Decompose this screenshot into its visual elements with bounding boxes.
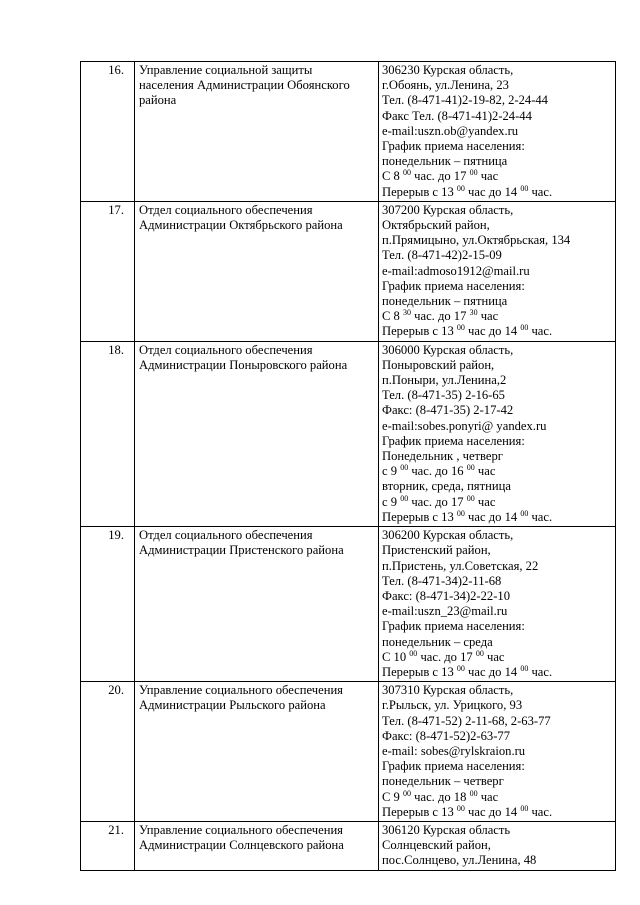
contact-line: пос.Солнцево, ул.Ленина, 48 [382,853,537,868]
office-name-line: населения Администрации Обоянского [139,78,350,93]
contact-line: e-mail: sobes@rylskraion.ru [382,743,526,758]
schedule-line: Перерыв с 13 $^{00}$ час до 14 $^{00}$ час. [382,803,553,819]
office-name-line: Управление социального обеспечения [139,822,343,837]
contact-line: понедельник – четверг [382,774,504,789]
office-name-line: Администрации Пристенского района [139,543,344,558]
contact-line: Тел. (8-471-42)2-15-09 [382,248,502,263]
contact-line: Тел. (8-471-52) 2-11-68, 2-63-77 [382,713,551,728]
office-name-line: Отдел социального обеспечения [139,528,313,543]
office-contacts [379,62,616,202]
contact-line: Факс: (8-471-34)2-22-10 [382,588,511,603]
contact-line: График приема населения: [382,433,525,448]
table-row [81,201,616,341]
office-contacts [379,341,616,526]
offices-table [80,61,616,871]
row-number: 19. [81,527,135,682]
table-row [81,527,616,682]
contact-line: понедельник – пятница [382,294,508,309]
schedule-line: С 10 $^{00}$ час. до 17 $^{00}$ час [382,648,505,664]
table-row [81,341,616,526]
contact-line: График приема населения: [382,759,525,774]
contact-line: Солнцевский район, [382,838,491,853]
contact-line: Факс Тел. (8-471-41)2-24-44 [382,108,532,123]
contact-line: 307200 Курская область, [382,202,514,217]
contact-line: e-mail:admoso1912@mail.ru [382,263,530,278]
office-name-line: района [139,93,177,108]
office-name [135,682,379,822]
schedule-line: С 8 $^{00}$ час. до 17 $^{00}$ час [382,168,499,184]
contact-line: e-mail:uszn.ob@yandex.ru [382,123,519,138]
office-name-line: Администрации Солнцевского района [139,838,344,853]
office-name [135,62,379,202]
contact-line: e-mail:sobes.ponyri@ yandex.ru [382,418,547,433]
office-name [135,341,379,526]
contact-line: 306200 Курская область, [382,528,514,543]
contact-line: Тел. (8-471-35) 2-16-65 [382,388,505,403]
office-name-line: Администрации Октябрьского района [139,218,343,233]
row-number: 20. [81,682,135,822]
office-contacts [379,527,616,682]
contact-line: г.Рыльск, ул. Урицкого, 93 [382,698,523,713]
table-row [81,821,616,870]
schedule-line: с 9 $^{00}$ час. до 17 $^{00}$ час [382,493,496,509]
contact-line: п.Прямицыно, ул.Октябрьская, 134 [382,233,571,248]
office-name-line: Администрации Поныровского района [139,357,348,372]
contact-line: Пристенский район, [382,543,491,558]
row-number: 16. [81,62,135,202]
contact-line: г.Обоянь, ул.Ленина, 23 [382,78,509,93]
contact-line: 306000 Курская область, [382,342,514,357]
schedule-line: вторник, среда, пятница [382,479,511,494]
office-name-line: Администрации Рыльского района [139,698,326,713]
contact-line: e-mail:uszn_23@mail.ru [382,604,508,619]
contact-line: График приема населения: [382,139,525,154]
office-name-line: Отдел социального обеспечения [139,202,313,217]
schedule-line: С 8 $^{30}$ час. до 17 $^{30}$ час [382,308,499,324]
schedule-line: Перерыв с 13 $^{00}$ час до 14 $^{00}$ час. [382,663,553,679]
contact-line: График приема населения: [382,278,525,293]
row-number: 18. [81,341,135,526]
contact-line: понедельник – пятница [382,154,508,169]
contact-line: Факс: (8-471-52)2-63-77 [382,728,511,743]
schedule-line: Перерыв с 13 $^{00}$ час до 14 $^{00}$ час. [382,323,553,339]
schedule-line: Перерыв с 13 $^{00}$ час до 14 $^{00}$ час. [382,508,553,524]
contact-line: Тел. (8-471-34)2-11-68 [382,573,502,588]
schedule-line: С 9 $^{00}$ час. до 18 $^{00}$ час [382,788,499,804]
office-name-line: Управление социального обеспечения [139,683,343,698]
office-name [135,527,379,682]
offices-table-body [81,62,616,871]
contact-line: п.Поныри, ул.Ленина,2 [382,373,507,388]
office-contacts [379,821,616,870]
table-row [81,682,616,822]
schedule-line: с 9 $^{00}$ час. до 16 $^{00}$ час [382,463,496,479]
office-name [135,201,379,341]
row-number: 17. [81,201,135,341]
contact-line: понедельник – среда [382,634,493,649]
contact-line: 306230 Курская область, [382,63,514,77]
contact-line: Октябрьский район, [382,218,490,233]
office-name [135,821,379,870]
table-row [81,62,616,202]
schedule-line: Перерыв с 13 $^{00}$ час до 14 $^{00}$ час. [382,183,553,199]
contact-line: Факс: (8-471-35) 2-17-42 [382,403,514,418]
office-name-line: Отдел социального обеспечения [139,342,313,357]
office-contacts [379,682,616,822]
contact-line: 307310 Курская область, [382,683,514,698]
contact-line: Понедельник , четверг [382,449,503,464]
row-number: 21. [81,821,135,870]
office-contacts [379,201,616,341]
contact-line: График приема населения: [382,619,525,634]
contact-line: 306120 Курская область [382,822,511,837]
contact-line: Тел. (8-471-41)2-19-82, 2-24-44 [382,93,548,108]
contact-line: п.Пристень, ул.Советская, 22 [382,558,539,573]
office-name-line: Управление социальной защиты [139,63,313,77]
contact-line: Поныровский район, [382,357,495,372]
